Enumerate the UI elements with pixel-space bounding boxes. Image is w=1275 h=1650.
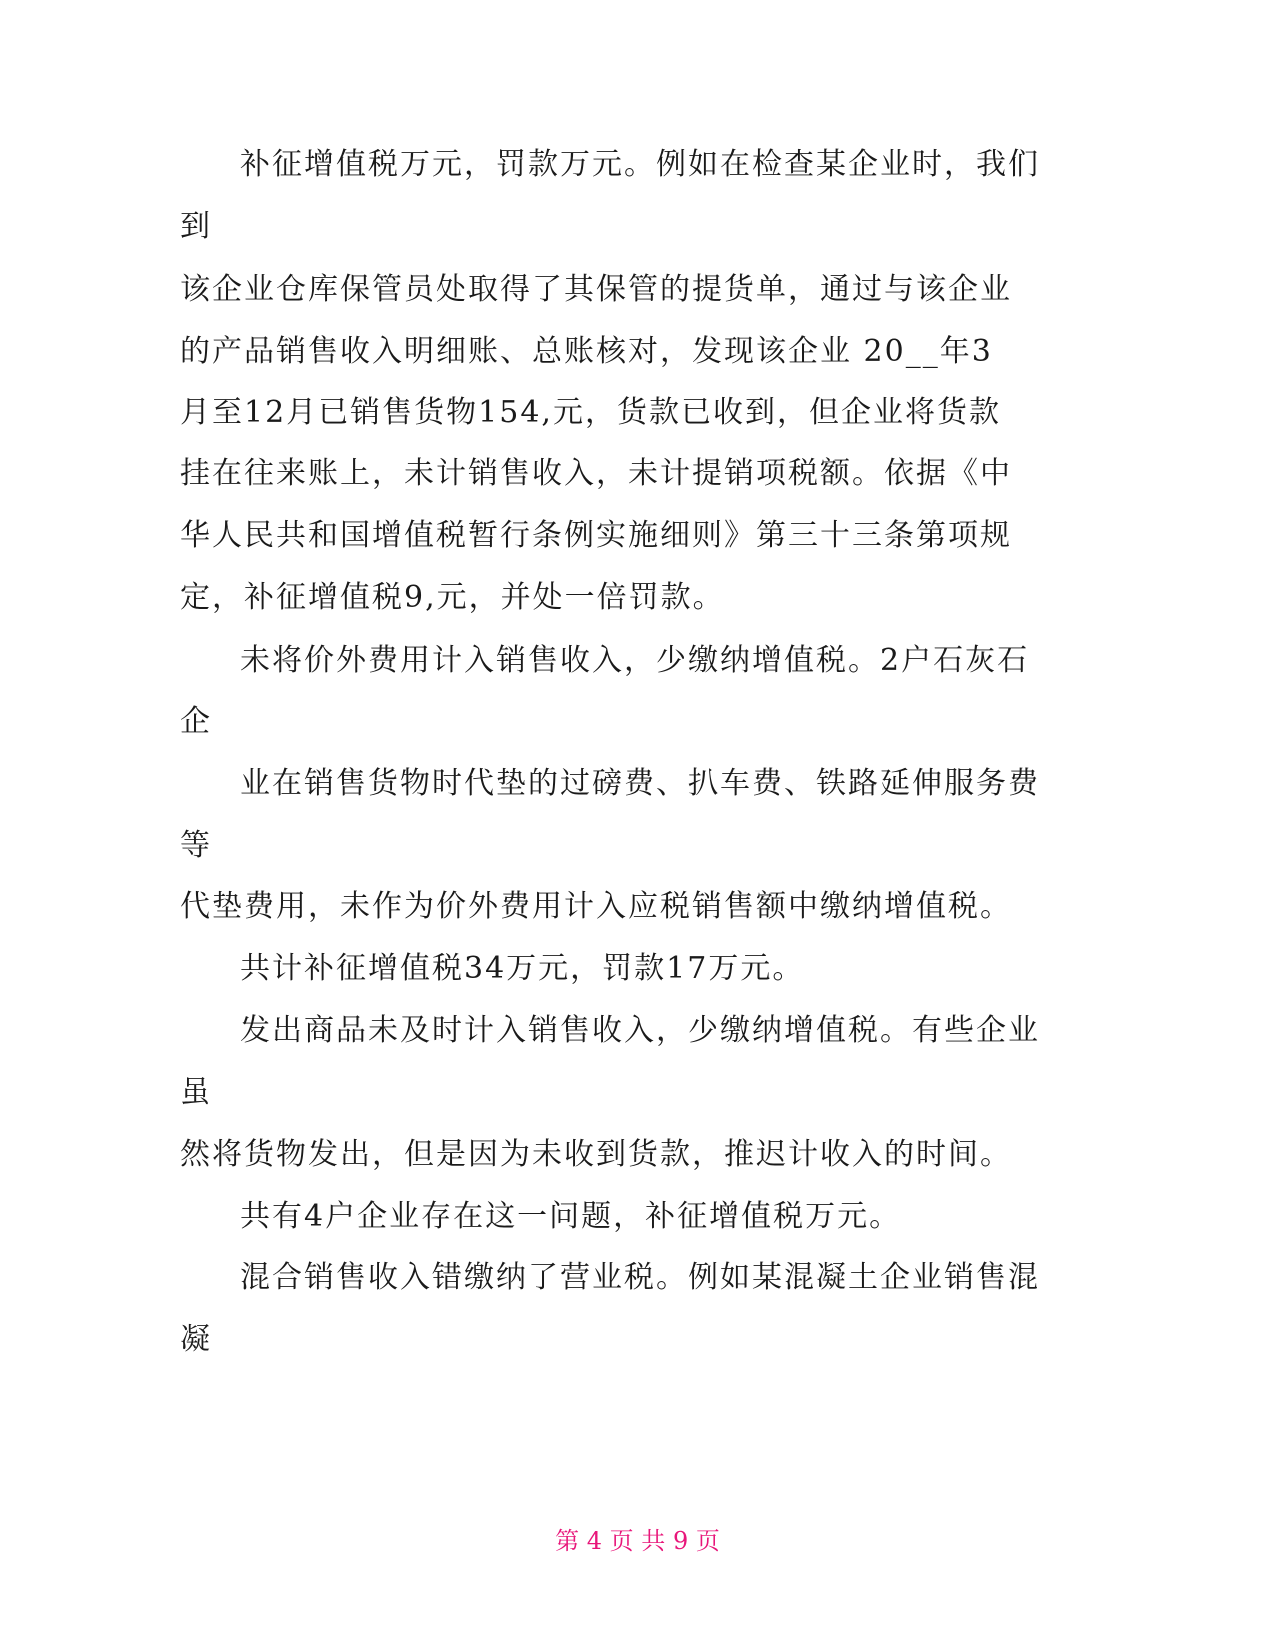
body-line-10: 企 xyxy=(180,704,212,739)
page-number-footer: 第 4 页 共 9 页 xyxy=(555,1527,720,1555)
body-line-11: 业在销售货物时代垫的过磅费、扒车费、铁路延伸服务费 xyxy=(240,766,1040,801)
body-line-9: 未将价外费用计入销售收入，少缴纳增值税。2户石灰石 xyxy=(240,643,1030,678)
body-line-6: 挂在往来账上，未计销售收入，未计提销项税额。依据《中 xyxy=(180,456,1012,491)
body-line-19: 混合销售收入错缴纳了营业税。例如某混凝土企业销售混 xyxy=(240,1260,1040,1295)
body-line-3: 该企业仓库保管员处取得了其保管的提货单，通过与该企业 xyxy=(180,272,1012,307)
body-line-20: 凝 xyxy=(180,1322,212,1357)
body-line-1: 补征增值税万元，罚款万元。例如在检查某企业时，我们 xyxy=(240,147,1040,182)
body-line-14: 共计补征增值税34万元，罚款17万元。 xyxy=(240,951,805,986)
body-line-7: 华人民共和国增值税暂行条例实施细则》第三十三条第项规 xyxy=(180,518,1012,553)
body-line-13: 代垫费用，未作为价外费用计入应税销售额中缴纳增值税。 xyxy=(180,889,1012,924)
body-line-15: 发出商品未及时计入销售收入，少缴纳增值税。有些企业 xyxy=(240,1013,1040,1048)
body-line-2: 到 xyxy=(180,209,212,244)
body-line-18: 共有4户企业存在这一问题，补征增值税万元。 xyxy=(240,1199,902,1234)
body-line-12: 等 xyxy=(180,828,212,863)
body-line-17: 然将货物发出，但是因为未收到货款，推迟计收入的时间。 xyxy=(180,1137,1012,1172)
body-line-16: 虽 xyxy=(180,1075,212,1110)
body-line-8: 定，补征增值税9,元，并处一倍罚款。 xyxy=(180,580,725,615)
body-line-5: 月至12月已销售货物154,元，货款已收到，但企业将货款 xyxy=(180,395,1001,430)
body-line-4: 的产品销售收入明细账、总账核对，发现该企业 20__年3 xyxy=(180,334,993,369)
